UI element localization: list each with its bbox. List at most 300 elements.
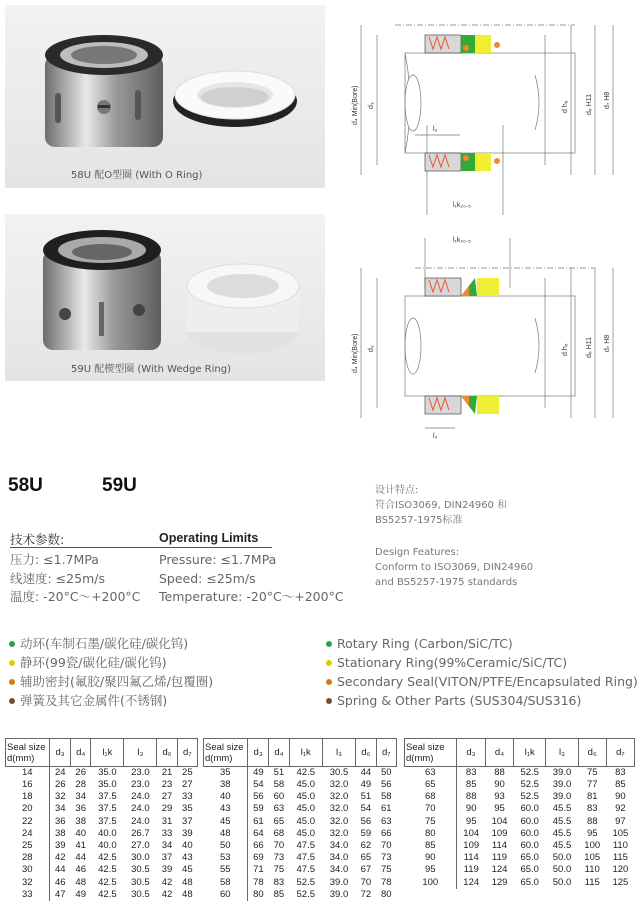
table-cell: 85	[273, 888, 285, 900]
table-cell: 44	[55, 864, 66, 876]
table-cell: 35.0	[98, 767, 117, 778]
table-cell: 105	[584, 852, 601, 864]
seal-size-cell: 60	[204, 889, 248, 901]
table-row	[6, 791, 198, 803]
table-cell: 83	[273, 876, 285, 888]
column-header: l₁k	[91, 739, 124, 767]
label-d7-59u: d₇ H8	[604, 334, 611, 352]
table-cell: 26	[75, 767, 86, 778]
seal-size-cell: 100	[405, 877, 457, 889]
table-row	[405, 791, 635, 803]
seal-58u-image	[5, 5, 325, 188]
table-cell: 23.0	[131, 767, 150, 778]
table-cell: 34	[55, 803, 66, 815]
table-row	[204, 864, 397, 876]
table-cell: 39.0	[552, 791, 572, 803]
table-cell: 51	[360, 791, 372, 803]
dot-brown-icon	[9, 698, 15, 704]
table-cell: 32.0	[329, 803, 349, 815]
table-row	[405, 779, 635, 791]
table-cell: 58	[273, 779, 285, 791]
table-cell: 95	[586, 827, 598, 839]
table-cell: 29	[161, 803, 173, 815]
table-row	[6, 816, 198, 828]
table-cell: 56	[360, 815, 372, 827]
table-cell: 41	[75, 840, 86, 852]
table-row	[204, 877, 397, 889]
table-cell: 47	[55, 888, 66, 900]
table-cell: 27	[182, 779, 193, 791]
table-cell: 114	[491, 840, 508, 852]
part-cn-spring: 弹簧及其它金属件(不锈钢)	[9, 691, 213, 710]
table-cell: 73	[380, 852, 392, 864]
seal-size-cell: 18	[6, 791, 50, 803]
table-cell: 42	[161, 876, 173, 888]
column-header: d₄	[71, 739, 91, 767]
table-cell: 30.5	[131, 864, 150, 876]
label-l1k-58u: l₁k₂₀.₅	[453, 202, 471, 209]
table-cell: 24	[55, 767, 66, 778]
table-cell: 40.0	[98, 827, 117, 839]
seal-size-cell: 90	[405, 852, 457, 864]
table-cell: 80	[380, 888, 392, 900]
table-cell: 85	[465, 779, 477, 791]
table-cell: 62	[360, 840, 372, 852]
limits-list-cn: 压力: ≤1.7MPa 线速度: ≤25m/s 温度: -20°C～+200°C	[10, 552, 141, 604]
table-cell: 110	[584, 864, 600, 876]
table-cell: 90	[465, 803, 477, 815]
seal-size-cell: 28	[6, 852, 50, 864]
table-cell: 77	[586, 779, 598, 791]
seal-size-cell: 50	[204, 840, 248, 852]
table-row	[204, 889, 397, 901]
table-cell: 66	[380, 827, 392, 839]
table-cell: 49	[360, 779, 372, 791]
seal-size-cell: 22	[6, 816, 50, 828]
seal-size-cell: 14	[6, 767, 50, 780]
table-cell: 24.0	[131, 803, 150, 815]
part-en-stationary: Stationary Ring(99%Ceramic/SiC/TC)	[326, 653, 638, 672]
column-header: d₆	[356, 739, 376, 767]
table-cell: 34	[161, 840, 173, 852]
table-row	[204, 828, 397, 840]
parts-list-en	[326, 634, 638, 710]
table-cell: 42.5	[98, 876, 117, 888]
table-cell: 45.0	[296, 803, 315, 815]
table-cell: 33	[161, 827, 173, 839]
table-cell: 63	[380, 815, 392, 827]
title-59u: 59U	[102, 475, 137, 496]
table-cell: 42	[161, 888, 173, 900]
table-row	[6, 828, 198, 840]
seal-size-cell: 43	[204, 803, 248, 815]
table-cell: 88	[465, 791, 477, 803]
column-header: d₇	[177, 739, 197, 767]
table-cell: 32.0	[329, 815, 349, 827]
table-cell: 30.5	[131, 888, 150, 900]
table-cell: 39	[182, 827, 193, 839]
table-cell: 60.0	[520, 815, 539, 827]
table-row	[204, 852, 397, 864]
limits-divider	[10, 547, 272, 548]
table-cell: 39.0	[329, 876, 349, 888]
column-header: l₁k	[289, 739, 322, 767]
table-cell: 83	[586, 803, 598, 815]
table-cell: 75	[586, 767, 598, 778]
table-cell: 50.0	[552, 864, 572, 876]
seal-59u-image	[5, 214, 325, 381]
table-cell: 60.0	[520, 827, 539, 839]
seal-size-cell: 45	[204, 816, 248, 828]
table-cell: 23	[161, 779, 173, 791]
table-row	[405, 803, 635, 815]
table-cell: 73	[273, 852, 285, 864]
seal-size-cell: 38	[204, 779, 248, 791]
table-cell: 58	[380, 791, 392, 803]
seal-size-cell: 63	[405, 767, 457, 780]
table-cell: 90	[494, 779, 505, 791]
spec-table-1	[5, 738, 198, 901]
table-cell: 68	[273, 827, 285, 839]
table-cell: 47.5	[296, 864, 315, 876]
table-cell: 47.5	[296, 840, 315, 852]
spec-table-2	[203, 738, 397, 901]
table-cell: 26.7	[131, 827, 150, 839]
table-cell: 65	[273, 815, 285, 827]
table-cell: 34.0	[329, 852, 349, 864]
table-cell: 65.0	[520, 876, 539, 888]
label-l1k-59u: l₁k₂₀.₅	[453, 237, 471, 244]
column-header: d₄	[269, 739, 289, 767]
table-cell: 34.0	[329, 864, 349, 876]
table-cell: 27.0	[131, 840, 150, 852]
column-header: d₇	[376, 739, 396, 767]
table-cell: 85	[615, 779, 626, 791]
title-58u: 58U	[8, 475, 43, 496]
table-cell: 81	[586, 791, 598, 803]
table-cell: 37.5	[98, 791, 117, 803]
table-cell: 44	[75, 852, 86, 864]
table-row	[6, 864, 198, 876]
label-d6-58u: d₆ H11	[586, 94, 593, 115]
column-header: d₆	[157, 739, 177, 767]
label-dh6-58u: d h₆	[562, 100, 569, 113]
table-cell: 50	[380, 767, 392, 778]
table-cell: 45.5	[552, 840, 572, 852]
seal-size-cell: 35	[204, 767, 248, 780]
table-cell: 45.0	[296, 779, 315, 791]
table-cell: 37	[161, 852, 173, 864]
table-row	[405, 816, 635, 828]
table-cell: 75	[273, 864, 285, 876]
table-cell: 90	[615, 791, 626, 803]
table-cell: 78	[253, 876, 264, 888]
table-cell: 65.0	[520, 852, 539, 864]
dot-brown-icon	[326, 698, 332, 704]
seal-size-cell: 30	[6, 864, 50, 876]
seal-size-header: Seal size d(mm)	[6, 739, 50, 767]
table-cell: 124	[491, 864, 508, 876]
caption-59u: 59U 配楔型圈 (With Wedge Ring)	[71, 364, 231, 375]
table-cell: 35	[182, 803, 193, 815]
table-cell: 24.0	[131, 791, 150, 803]
table-cell: 37.5	[98, 803, 117, 815]
table-cell: 52.5	[296, 888, 315, 900]
seal-size-header: Seal size d(mm)	[405, 739, 457, 767]
column-header: d₆	[578, 739, 606, 767]
table-cell: 40	[182, 840, 193, 852]
table-cell: 38	[55, 827, 66, 839]
seal-size-cell: 65	[405, 779, 457, 791]
table-cell: 45.0	[296, 791, 315, 803]
label-l3-59u: l₃	[433, 433, 438, 440]
seal-size-cell: 95	[405, 864, 457, 876]
table-cell: 95	[465, 815, 477, 827]
dot-orange-icon	[326, 679, 332, 685]
column-header: l₁k	[514, 739, 546, 767]
label-dh6-59u: d h₆	[562, 343, 569, 356]
table-cell: 48	[182, 888, 193, 900]
seal-size-cell: 70	[405, 803, 457, 815]
seal-size-cell: 55	[204, 864, 248, 876]
table-cell: 61	[380, 803, 392, 815]
table-cell: 32	[55, 791, 66, 803]
drawing-58u	[345, 5, 635, 215]
label-d3-59u: d₃	[368, 345, 375, 352]
part-en-rotary: Rotary Ring (Carbon/SiC/TC)	[326, 634, 638, 653]
seal-size-cell: 48	[204, 828, 248, 840]
table-cell: 70	[360, 876, 372, 888]
design-features-cn: 设计特点: 符合ISO3069, DIN24960 和 BS5257-1975标准	[375, 485, 508, 526]
table-cell: 39	[55, 840, 66, 852]
table-cell: 72	[360, 888, 372, 900]
table-cell: 40	[75, 827, 86, 839]
dot-orange-icon	[9, 679, 15, 685]
table-cell: 42	[55, 852, 66, 864]
table-cell: 40.0	[98, 840, 117, 852]
table-row	[204, 779, 397, 791]
design-features-en: Design Features: Conform to ISO3069, DIN24960 and BS5257-1975 standards	[375, 547, 534, 588]
table-cell: 54	[360, 803, 372, 815]
table-row	[204, 791, 397, 803]
photo-58u-panel	[5, 5, 325, 188]
table-cell: 28	[75, 779, 86, 791]
table-cell: 32.0	[329, 791, 349, 803]
table-cell: 71	[253, 864, 264, 876]
seal-size-cell: 20	[6, 803, 50, 815]
table-row	[204, 767, 397, 780]
table-cell: 43	[182, 852, 193, 864]
table-cell: 125	[612, 876, 629, 888]
table-cell: 104	[463, 827, 480, 839]
table-cell: 30.5	[131, 876, 150, 888]
table-cell: 64	[253, 827, 264, 839]
spec-table-3	[404, 738, 635, 889]
table-cell: 110	[612, 840, 628, 852]
table-cell: 97	[615, 815, 626, 827]
table-cell: 23.0	[131, 779, 150, 791]
table-cell: 45	[182, 864, 193, 876]
table-cell: 42.5	[296, 767, 315, 778]
seal-size-cell: 25	[6, 840, 50, 852]
table-cell: 59	[253, 803, 264, 815]
table-cell: 37.5	[98, 815, 117, 827]
column-header: d₃	[50, 739, 71, 767]
table-cell: 49	[253, 767, 264, 778]
table-header-row	[405, 739, 635, 767]
part-en-spring: Spring & Other Parts (SUS304/SUS316)	[326, 691, 638, 710]
table-cell: 119	[491, 852, 508, 864]
table-cell: 33	[182, 791, 193, 803]
seal-size-cell: 75	[405, 816, 457, 828]
table-cell: 78	[380, 876, 392, 888]
table-cell: 70	[380, 840, 392, 852]
column-header: l₃	[124, 739, 157, 767]
table-cell: 119	[463, 864, 479, 876]
table-row	[6, 877, 198, 889]
table-cell: 52.5	[520, 779, 539, 791]
table-cell: 25	[182, 767, 193, 778]
table-row	[405, 852, 635, 864]
label-d4-59u: d₄ Min(Bore)	[352, 333, 359, 373]
table-cell: 39.0	[552, 767, 572, 778]
table-cell: 50.0	[552, 852, 572, 864]
table-cell: 39.0	[329, 888, 349, 900]
seal-size-cell: 53	[204, 852, 248, 864]
seal-size-cell: 85	[405, 840, 457, 852]
column-header: d₇	[606, 739, 634, 767]
table-cell: 56	[380, 779, 392, 791]
table-cell: 54	[253, 779, 264, 791]
table-cell: 66	[253, 840, 264, 852]
dot-green-icon	[326, 641, 332, 647]
table-cell: 42.5	[98, 888, 117, 900]
table-row	[6, 889, 198, 901]
table-cell: 39.0	[552, 779, 572, 791]
column-header: l₃	[322, 739, 355, 767]
table-cell: 39	[161, 864, 173, 876]
seal-size-cell: 58	[204, 877, 248, 889]
column-header: l₃	[546, 739, 578, 767]
label-d4-58u: d₄ Min(Bore)	[352, 85, 359, 125]
dot-yellow-icon	[326, 660, 332, 666]
table-row	[405, 840, 635, 852]
table-cell: 114	[463, 852, 479, 864]
table-cell: 120	[612, 864, 629, 876]
parts-list-cn	[9, 634, 213, 710]
table-cell: 65	[360, 852, 372, 864]
table-cell: 63	[273, 803, 285, 815]
table-cell: 45.0	[296, 815, 315, 827]
table-row	[6, 779, 198, 791]
table-cell: 92	[615, 803, 626, 815]
table-cell: 34.0	[329, 840, 349, 852]
table-cell: 47.5	[296, 852, 315, 864]
table-cell: 70	[273, 840, 285, 852]
seal-size-header: Seal size d(mm)	[204, 739, 248, 767]
table-cell: 30.0	[131, 852, 150, 864]
table-row	[6, 803, 198, 815]
part-cn-secondary: 辅助密封(氟胶/聚四氟乙烯/包覆圈)	[9, 672, 213, 691]
table-cell: 95	[494, 803, 505, 815]
table-cell: 48	[182, 876, 193, 888]
table-cell: 83	[465, 767, 477, 778]
table-cell: 46	[75, 864, 86, 876]
table-cell: 100	[584, 840, 601, 852]
column-header: d₃	[248, 739, 269, 767]
table-cell: 36	[55, 815, 66, 827]
seal-size-cell: 80	[405, 828, 457, 840]
dot-yellow-icon	[9, 660, 15, 666]
table-cell: 32.0	[329, 779, 349, 791]
dot-green-icon	[9, 641, 15, 647]
label-d3-58u: d₃	[368, 102, 375, 109]
label-l3-58u: l₃	[433, 126, 438, 133]
table-cell: 49	[75, 888, 86, 900]
part-cn-rotary: 动环(车制石墨/碳化硅/碳化钨)	[9, 634, 213, 653]
table-cell: 69	[253, 852, 264, 864]
table-cell: 26	[55, 779, 66, 791]
table-cell: 30.5	[329, 767, 349, 778]
table-row	[204, 816, 397, 828]
table-cell: 45.5	[552, 827, 572, 839]
caption-58u: 58U 配O型圈 (With O Ring)	[71, 170, 203, 181]
table-row	[405, 828, 635, 840]
table-cell: 32.0	[329, 827, 349, 839]
label-d6-59u: d₆ H11	[586, 337, 593, 358]
table-header-row	[204, 739, 397, 767]
table-cell: 52.5	[520, 791, 539, 803]
seal-size-cell: 68	[405, 791, 457, 803]
table-cell: 129	[491, 876, 508, 888]
table-cell: 35.0	[98, 779, 117, 791]
table-cell: 52.5	[520, 767, 539, 778]
table-cell: 42.5	[98, 864, 117, 876]
part-cn-stationary: 静环(99瓷/碳化硅/碳化钨)	[9, 653, 213, 672]
table-cell: 75	[380, 864, 392, 876]
table-cell: 44	[360, 767, 372, 778]
table-cell: 67	[360, 864, 372, 876]
seal-size-cell: 24	[6, 828, 50, 840]
table-cell: 36	[75, 803, 86, 815]
table-cell: 59	[360, 827, 372, 839]
table-cell: 124	[463, 876, 480, 888]
table-cell: 65.0	[520, 864, 539, 876]
limits-header-cn: 技术参数:	[10, 532, 65, 547]
table-cell: 109	[463, 840, 480, 852]
table-cell: 38	[75, 815, 86, 827]
table-cell: 50.0	[552, 876, 572, 888]
table-row	[204, 840, 397, 852]
table-row	[6, 852, 198, 864]
table-row	[405, 877, 635, 889]
table-cell: 21	[161, 767, 173, 778]
seal-size-cell: 40	[204, 791, 248, 803]
table-row	[405, 864, 635, 876]
part-en-secondary: Secondary Seal(VITON/PTFE/Encapsulated Ring)	[326, 672, 638, 691]
table-cell: 115	[584, 876, 600, 888]
table-cell: 24.0	[131, 815, 150, 827]
table-cell: 80	[253, 888, 264, 900]
table-cell: 109	[491, 827, 508, 839]
table-cell: 88	[494, 767, 505, 778]
seal-size-cell: 33	[6, 889, 50, 901]
table-cell: 83	[615, 767, 626, 778]
table-cell: 60.0	[520, 840, 539, 852]
table-cell: 31	[161, 815, 173, 827]
table-cell: 115	[612, 852, 628, 864]
table-row	[6, 840, 198, 852]
